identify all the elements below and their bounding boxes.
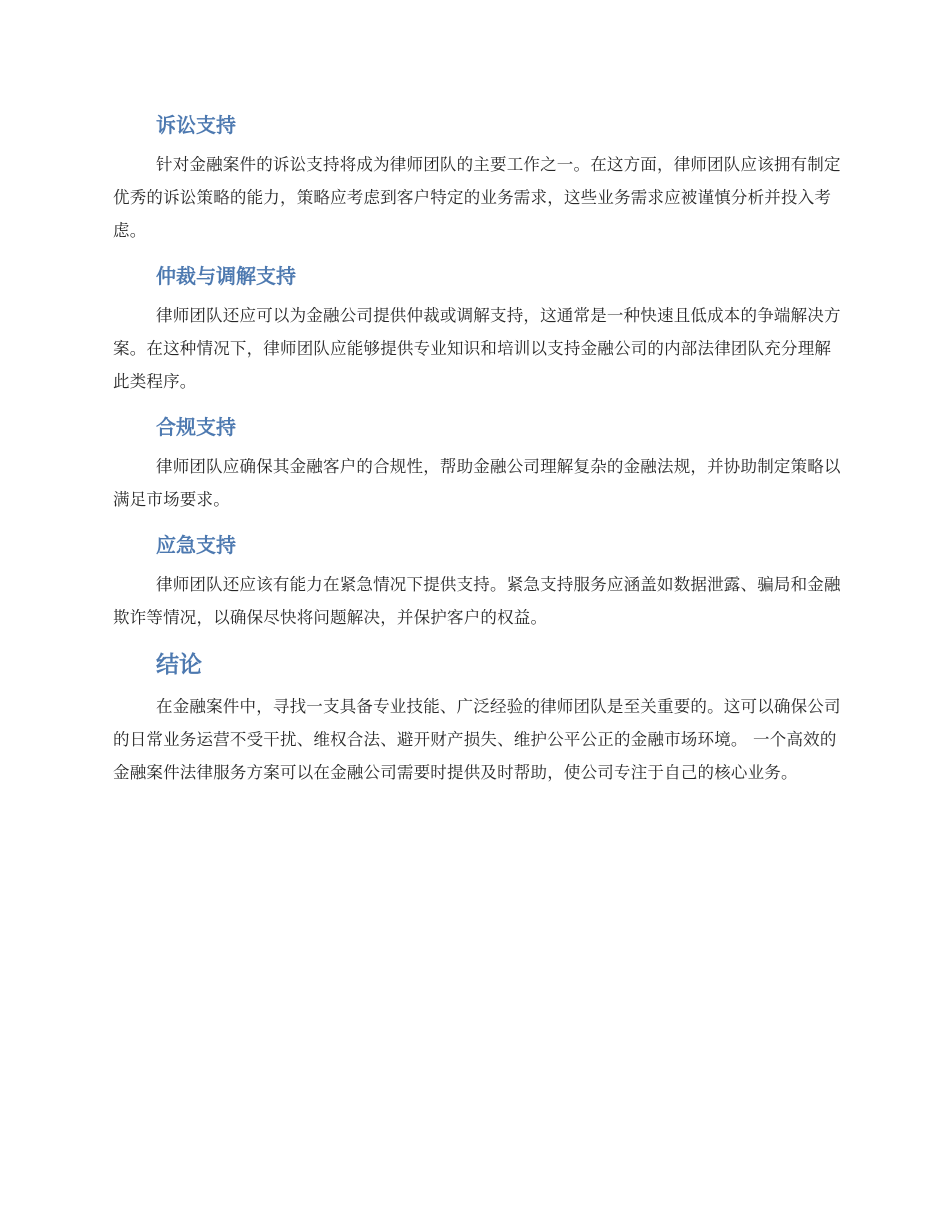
section-arbitration-mediation-support <box>113 259 843 398</box>
section-paragraph: 在金融案件中，寻找一支具备专业技能、广泛经验的律师团队是至关重要的。这可以确保公司的日常业务运营不受干扰、维权合法、避开财产损失、维护公平公正的金融市场环境。 一个高效的金融案件法律服务方案可以在金融公司需要时提供及时帮助，使公司专注于自己的核心业务。 <box>113 697 841 782</box>
section-emergency-support <box>113 528 843 634</box>
section-heading: 诉讼支持 <box>156 113 236 137</box>
section-paragraph: 律师团队还应可以为金融公司提供仲裁或调解支持，这通常是一种快速且低成本的争端解决方案。在这种情况下，律师团队应能够提供专业知识和培训以支持金融公司的内部法律团队充分理解此类程序。 <box>113 306 841 391</box>
section-paragraph: 律师团队应确保其金融客户的合规性，帮助金融公司理解复杂的金融法规，并协助制定策略以满足市场要求。 <box>113 457 841 509</box>
section-litigation-support <box>113 108 843 247</box>
section-heading: 结论 <box>156 652 202 678</box>
section-heading: 应急支持 <box>156 533 236 557</box>
section-paragraph: 针对金融案件的诉讼支持将成为律师团队的主要工作之一。在这方面，律师团队应该拥有制定优秀的诉讼策略的能力，策略应考虑到客户特定的业务需求，这些业务需求应被谨慎分析并投入考虑。 <box>113 155 841 240</box>
section-heading: 仲裁与调解支持 <box>156 264 296 288</box>
section-heading: 合规支持 <box>156 415 236 439</box>
section-compliance-support <box>113 410 843 516</box>
section-conclusion <box>113 646 843 789</box>
section-paragraph: 律师团队还应该有能力在紧急情况下提供支持。紧急支持服务应涵盖如数据泄露、骗局和金融欺诈等情况，以确保尽快将问题解决，并保护客户的权益。 <box>113 575 841 627</box>
document-content <box>113 108 843 801</box>
